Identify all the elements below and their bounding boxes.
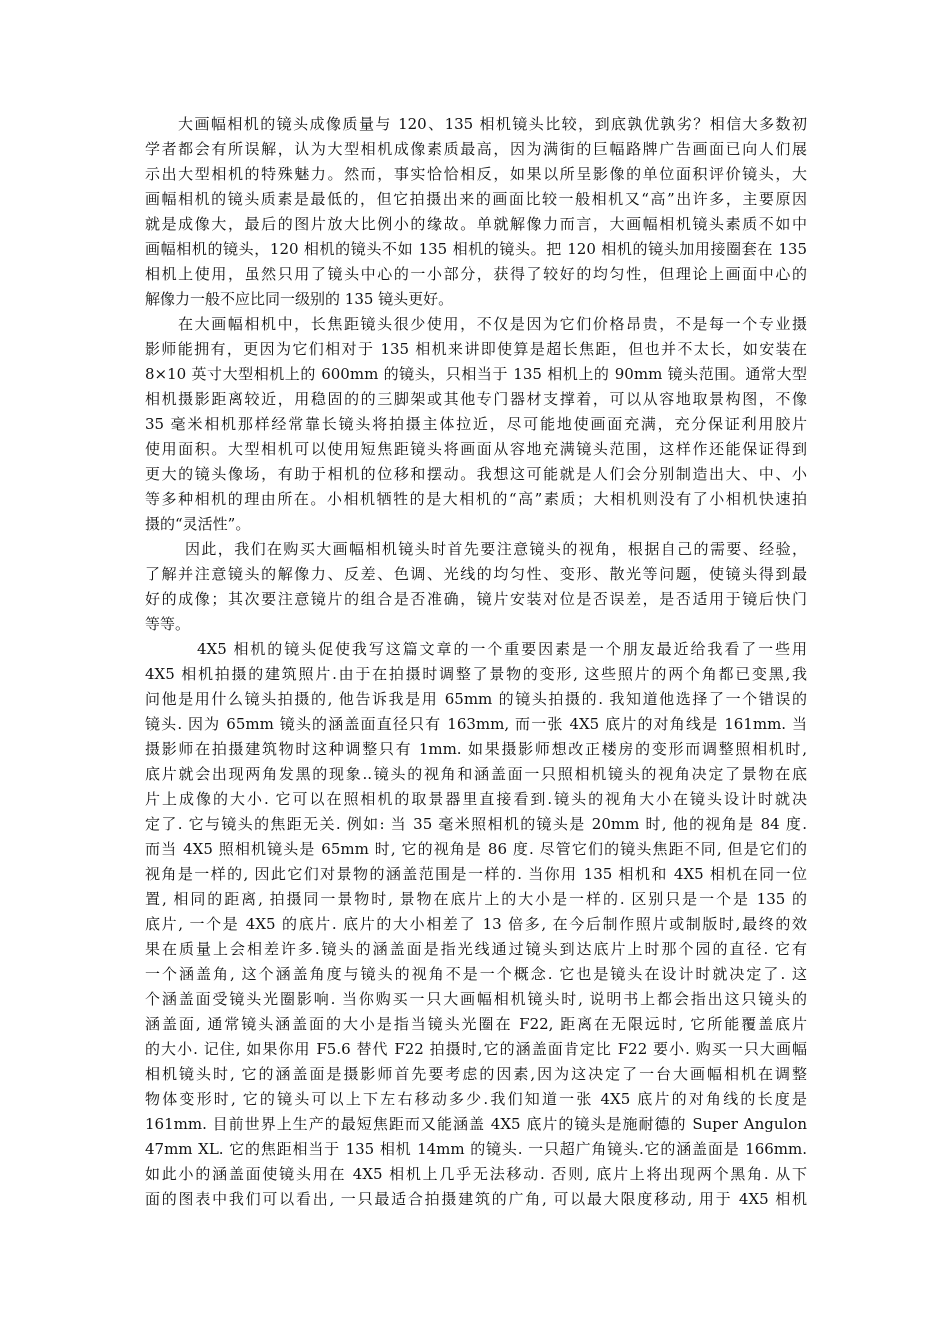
text-line: 大画幅相机的镜头成像质量与 120、135 相机镜头比较，到底孰优孰劣？相信大多数初 (178, 115, 807, 133)
text-line: 摄影师在拍摄建筑物时这种调整只有 1mm. 如果摄影师想改正楼房的变形而调整照相机时, (145, 740, 807, 758)
text-line: 示出大型相机的特殊魅力。然而，事实恰恰相反，如果以所呈影像的单位面积评价镜头，大 (145, 165, 807, 183)
text-line: 个涵盖面受镜头光圈影响. 当你购买一只大画幅相机镜头时, 说明书上都会指出这只镜头的 (145, 990, 807, 1008)
text-line: 了解并注意镜头的解像力、反差、色调、光线的均匀性、变形、散光等问题，使镜头得到最 (145, 565, 807, 583)
text-line: 在大画幅相机中，长焦距镜头很少使用，不仅是因为它们价格昂贵，不是每一个专业摄 (178, 315, 807, 333)
text-line: 底片, 一个是 4X5 的底片. 底片的大小相差了 13 倍多, 在今后制作照片或制版时,最终的效 (145, 915, 807, 933)
text-line: 因此，我们在购买大画幅相机镜头时首先要注意镜头的视角，根据自己的需要、经验， (185, 540, 807, 558)
paragraph-1 (145, 112, 807, 312)
text-line: 学者都会有所误解，认为大型相机成像素质最高，因为满街的巨幅路牌广告画面已向人们展 (145, 140, 807, 158)
text-line: 4X5 相机的镜头促使我写这篇文章的一个重要因素是一个朋友最近给我看了一些用 (197, 640, 807, 658)
text-line: 底片就会出现两角发黑的现象..镜头的视角和涵盖面一只照相机镜头的视角决定了景物在底 (145, 765, 807, 783)
text-line: 相机镜头时, 它的涵盖面是摄影师首先要考虑的因素,因为这决定了一台大画幅相机在调整 (145, 1065, 807, 1083)
text-line: 一个涵盖角, 这个涵盖角度与镜头的视角不是一个概念. 它也是镜头在设计时就决定了. 这 (145, 965, 807, 983)
text-line: 等多种相机的理由所在。小相机牺牲的是大相机的“高”素质；大相机则没有了小相机快速拍 (145, 490, 807, 508)
text-line: 置, 相同的距离, 拍摄同一景物时, 景物在底片上的大小是一样的. 区别只是一个是 135 的 (145, 890, 807, 908)
text-line: 解像力一般不应比同一级别的 135 镜头更好。 (145, 290, 454, 308)
text-line: 更大的镜头像场，有助于相机的位移和摆动。我想这可能就是人们会分别制造出大、中、小 (145, 465, 807, 483)
text-line: 片上成像的大小. 它可以在照相机的取景器里直接看到.镜头的视角大小在镜头设计时就决 (145, 790, 807, 808)
text-line: 视角是一样的, 因此它们对景物的涵盖范围是一样的. 当你用 135 相机和 4X5 相机在同一位 (145, 865, 807, 883)
text-line: 161mm. 目前世界上生产的最短焦距而又能涵盖 4X5 底片的镜头是施耐德的 Super Angulon (145, 1115, 807, 1133)
text-line: 定了. 它与镜头的焦距无关. 例如: 当 35 毫米照相机的镜头是 20mm 时, 他的视角是 84 度. (145, 815, 807, 833)
paragraph-4 (145, 637, 807, 1212)
text-line: 画幅相机的镜头，120 相机的镜头不如 135 相机的镜头。把 120 相机的镜头加用接圈套在 135 (145, 240, 807, 258)
text-line: 使用面积。大型相机可以使用短焦距镜头将画面从容地充满镜头范围，这样作还能保证得到 (145, 440, 807, 458)
text-line: 4X5 相机拍摄的建筑照片.由于在拍摄时调整了景物的变形, 这些照片的两个角都已变黑,我 (145, 665, 807, 683)
paragraph-2 (145, 312, 807, 537)
text-line: 8×10 英寸大型相机上的 600mm 的镜头，只相当于 135 相机上的 90mm 镜头范围。通常大型 (145, 365, 807, 383)
text-line: 而当 4X5 照相机镜头是 65mm 时, 它的视角是 86 度. 尽管它们的镜头焦距不同, 但是它们的 (145, 840, 807, 858)
text-line: 涵盖面, 通常镜头涵盖面的大小是指当镜头光圈在 F22, 距离在无限远时, 它所能覆盖底片 (145, 1015, 807, 1033)
text-line: 等等。 (145, 615, 191, 633)
text-line: 的大小. 记住, 如果你用 F5.6 替代 F22 拍摄时,它的涵盖面肯定比 F22 要小. 购买一只大画幅 (145, 1040, 807, 1058)
text-line: 好的成像；其次要注意镜片的组合是否准确，镜片安装对位是否误差，是否适用于镜后快门 (145, 590, 807, 608)
text-line: 画幅相机的镜头质素是最低的，但它拍摄出来的画面比较一般相机又“高”出许多，主要原因 (145, 190, 807, 208)
document-page (145, 112, 807, 1212)
text-line: 相机上使用，虽然只用了镜头中心的一小部分，获得了较好的均匀性，但理论上画面中心的 (145, 265, 807, 283)
text-line: 问他是用什么镜头拍摄的, 他告诉我是用 65mm 的镜头拍摄的. 我知道他选择了一个错误的 (145, 690, 807, 708)
paragraph-3 (145, 537, 807, 637)
text-line: 如此小的涵盖面使镜头用在 4X5 相机上几乎无法移动. 否则, 底片上将出现两个黑角. 从下 (145, 1165, 807, 1183)
text-line: 面的图表中我们可以看出, 一只最适合拍摄建筑的广角, 可以最大限度移动, 用于 4X5 相机 (145, 1190, 807, 1208)
text-line: 就是成像大，最后的图片放大比例小的缘故。单就解像力而言，大画幅相机镜头素质不如中 (145, 215, 807, 233)
text-line: 47mm XL. 它的焦距相当于 135 相机 14mm 的镜头. 一只超广角镜头.它的涵盖面是 166mm. (145, 1140, 807, 1158)
text-line: 相机摄影距离较近，用稳固的的三脚架或其他专门器材支撑着，可以从容地取景构图，不像 (145, 390, 807, 408)
text-line: 影师能拥有，更因为它们相对于 135 相机来讲即使算是超长焦距，但也并不太长，如安装在 (145, 340, 807, 358)
text-line: 物体变形时, 它的镜头可以上下左右移动多少.我们知道一张 4X5 底片的对角线的长度是 (145, 1090, 807, 1108)
text-line: 35 毫米相机那样经常靠长镜头将拍摄主体拉近，尽可能地使画面充满，充分保证利用胶片 (145, 415, 807, 433)
text-line: 镜头. 因为 65mm 镜头的涵盖面直径只有 163mm, 而一张 4X5 底片的对角线是 161mm. 当 (145, 715, 807, 733)
text-line: 果在质量上会相差许多.镜头的涵盖面是指光线通过镜头到达底片上时那个园的直径. 它有 (145, 940, 807, 958)
text-line: 摄的“灵活性”。 (145, 515, 251, 533)
